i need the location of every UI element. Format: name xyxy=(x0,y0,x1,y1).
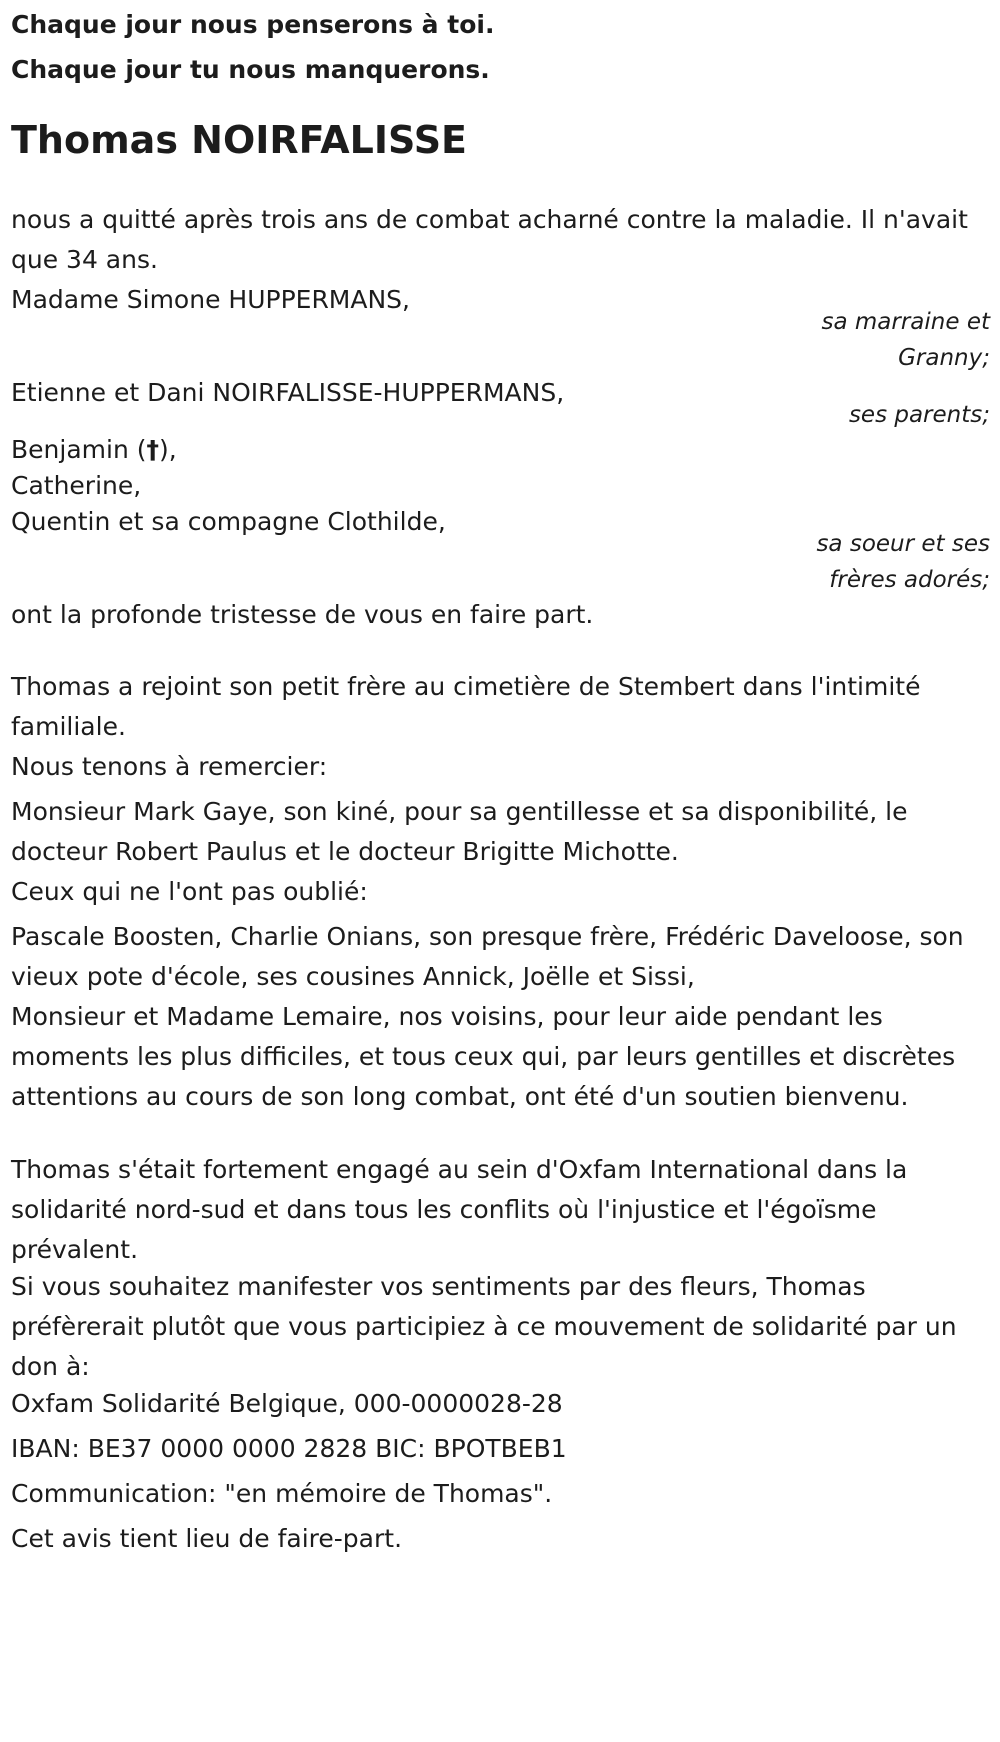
parents-relation: ses parents; xyxy=(848,402,990,428)
godmother-name: Madame Simone HUPPERMANS, xyxy=(11,285,410,314)
thanks-medical: Monsieur Mark Gaye, son kiné, pour sa gentillesse et sa disponibilité, le docteur Robert Paulus et le docteur Brigitte Michotte. xyxy=(11,797,908,866)
godmother-relation-1: sa marraine et xyxy=(821,309,990,335)
deceased-name: Thomas NOIRFALISSE xyxy=(11,118,468,162)
sibling-quentin: Quentin et sa compagne Clothilde, xyxy=(11,507,446,536)
donation-request: Si vous souhaitez manifester vos sentiments par des fleurs, Thomas préfèrerait plutôt que vous participiez à ce mouvement de solidarité par un don à: xyxy=(11,1272,957,1381)
siblings-relation-2: frères adorés; xyxy=(829,567,990,593)
motto-line-2: Chaque jour tu nous manquerons. xyxy=(11,55,490,84)
remembered-neighbors: Monsieur et Madame Lemaire, nos voisins, pour leur aide pendant les moments les plus difficiles, et tous ceux qui, par leurs gentilles et discrètes attentions au cours de son long combat, ont été d'un soutien bienvenu. xyxy=(11,1002,956,1111)
sibling-catherine: Catherine, xyxy=(11,471,142,500)
godmother-relation-2: Granny; xyxy=(898,345,990,371)
donation-iban: IBAN: BE37 0000 0000 2828 BIC: BPOTBEB1 xyxy=(11,1434,567,1463)
sibling-benjamin xyxy=(11,430,986,470)
remembered-friends: Pascale Boosten, Charlie Onians, son presque frère, Frédéric Daveloose, son vieux pote d'école, ses cousines Annick, Joëlle et Sissi, xyxy=(11,922,964,991)
final-note: Cet avis tient lieu de faire-part. xyxy=(11,1524,403,1553)
sibling-benjamin-name: Benjamin ( xyxy=(11,435,147,464)
motto-line-1: Chaque jour nous penserons à toi. xyxy=(11,10,495,39)
intro-text: nous a quitté après trois ans de combat acharné contre la maladie. Il n'avait que 34 ans. xyxy=(11,205,968,274)
remembered-intro: Ceux qui ne l'ont pas oublié: xyxy=(11,877,368,906)
siblings-relation-1: sa soeur et ses xyxy=(816,531,990,557)
donation-communication: Communication: "en mémoire de Thomas". xyxy=(11,1479,553,1508)
donation-account: Oxfam Solidarité Belgique, 000-0000028-28 xyxy=(11,1389,563,1418)
thanks-intro: Nous tenons à remercier: xyxy=(11,752,328,781)
burial-text: Thomas a rejoint son petit frère au cimetière de Stembert dans l'intimité familiale. xyxy=(11,672,921,741)
parents-name: Etienne et Dani NOIRFALISSE-HUPPERMANS, xyxy=(11,378,565,407)
sibling-benjamin-suffix: ), xyxy=(159,435,177,464)
oxfam-engagement: Thomas s'était fortement engagé au sein d'Oxfam International dans la solidarité nord-sud et dans tous les conflits où l'injustice et l'égoïsme prévalent. xyxy=(11,1155,908,1264)
deceased-cross-icon: † xyxy=(146,435,159,464)
family-closing: ont la profonde tristesse de vous en faire part. xyxy=(11,600,594,629)
